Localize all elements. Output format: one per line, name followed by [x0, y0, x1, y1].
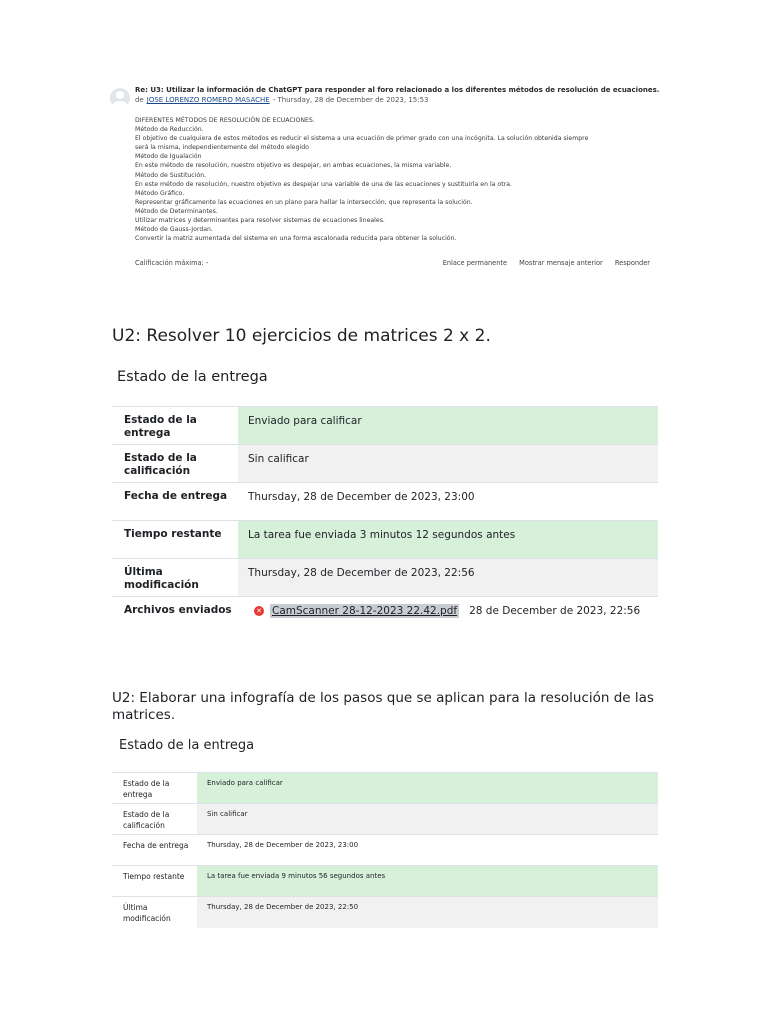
table-row	[112, 559, 658, 597]
reply-link[interactable]: Responder	[614, 259, 650, 267]
table-row	[112, 835, 658, 866]
post-actions	[433, 259, 650, 267]
due-date-value: Thursday, 28 de December de 2023, 23:00	[197, 835, 658, 866]
row-label: Fecha de entrega	[124, 490, 228, 502]
forum-post	[108, 80, 660, 280]
post-line: Método de Gauss-Jordan.	[135, 226, 213, 234]
file-date: 28 de December de 2023, 22:56	[469, 605, 641, 617]
post-byline	[135, 96, 429, 104]
user-avatar-icon[interactable]	[110, 88, 130, 108]
post-line: Método de Reducción.	[135, 126, 204, 134]
post-body	[135, 116, 655, 243]
post-line: Método de Determinantes.	[135, 207, 218, 215]
byline-prefix: de	[135, 96, 144, 104]
assignment-1	[112, 326, 658, 617]
post-line: Utilizar matrices y determinantes para resolver sistemas de ecuaciones lineales.	[135, 217, 385, 225]
permalink-link[interactable]: Enlace permanente	[442, 259, 508, 267]
row-label: Última modificación	[124, 566, 199, 591]
row-label: Estado de la entrega	[124, 414, 197, 439]
submission-status-table	[112, 772, 658, 928]
row-label: Fecha de entrega	[123, 841, 189, 850]
row-label: Estado de la entrega	[123, 779, 170, 799]
show-parent-link[interactable]: Mostrar mensaje anterior	[519, 259, 603, 267]
assignment-2	[112, 690, 658, 923]
row-label: Archivos enviados	[124, 604, 232, 616]
submitted-files-value	[238, 597, 658, 635]
submission-status-heading: Estado de la entrega	[117, 369, 268, 385]
submission-status-value: Enviado para calificar	[238, 407, 658, 445]
max-grade-label: Calificación máxima: -	[135, 259, 209, 267]
submission-status-heading: Estado de la entrega	[119, 738, 255, 753]
assignment-title: U2: Elaborar una infografía de los pasos que se aplican para la resolución de las matrices.	[112, 690, 654, 723]
table-row	[112, 521, 658, 559]
row-label: Tiempo restante	[124, 528, 222, 540]
post-line: En este método de resolución, nuestro objetivo es despejar, en ambas ecuaciones, la misma variable.	[135, 162, 452, 170]
time-remaining-value: La tarea fue enviada 3 minutos 12 segundos antes	[238, 521, 658, 559]
pdf-file-icon: ✕	[254, 606, 264, 616]
post-line: Representar gráficamente las ecuaciones en un plano para hallar la intersección, que representa la solución.	[135, 198, 473, 206]
grading-status-value: Sin calificar	[197, 804, 658, 835]
grading-status-value: Sin calificar	[238, 445, 658, 483]
post-title: Re: U3: Utilizar la información de ChatGPT para responder al foro relacionado a los diferentes métodos de resolución de ecuaciones.	[135, 86, 660, 94]
post-line: Método Gráfico.	[135, 189, 185, 197]
author-link[interactable]: JOSE LORENZO ROMERO MASACHE	[146, 96, 270, 104]
table-row	[112, 483, 658, 521]
table-row	[112, 897, 658, 928]
row-label: Tiempo restante	[123, 872, 185, 881]
assignment-title: U2: Resolver 10 ejercicios de matrices 2 x 2.	[112, 326, 491, 346]
table-row	[112, 773, 658, 804]
time-remaining-value: La tarea fue enviada 9 minutos 56 segundos antes	[197, 866, 658, 897]
table-row	[112, 597, 658, 635]
submission-status-value: Enviado para calificar	[197, 773, 658, 804]
post-line: DIFERENTES MÉTODOS DE RESOLUCIÓN DE ECUACIONES.	[135, 117, 315, 124]
row-label: Estado de la calificación	[124, 452, 197, 477]
post-date: - Thursday, 28 de December de 2023, 15:53	[272, 96, 429, 104]
last-modified-value: Thursday, 28 de December de 2023, 22:56	[238, 559, 658, 597]
post-line: Método de Igualación	[135, 153, 202, 161]
table-row	[112, 445, 658, 483]
table-row	[112, 407, 658, 445]
submission-status-table	[112, 406, 658, 635]
post-line: Método de Sustitución.	[135, 171, 207, 179]
last-modified-value: Thursday, 28 de December de 2023, 22:50	[197, 897, 658, 928]
post-line: será la misma, independientemente del método elegido	[135, 144, 309, 152]
row-label: Estado de la calificación	[123, 810, 170, 830]
row-label: Última modificación	[123, 903, 171, 923]
table-row	[112, 804, 658, 835]
due-date-value: Thursday, 28 de December de 2023, 23:00	[238, 483, 658, 521]
post-line: En este método de resolución, nuestro objetivo es despejar una variable de una de las ecuaciones y sustituirla en la otra.	[135, 180, 512, 188]
table-row	[112, 866, 658, 897]
post-line: El objetivo de cualquiera de estos métodos es reducir el sistema a una ecuación de primer grado con una incógnita. La solución obtenida siempre	[135, 135, 589, 143]
post-line: Convertir la matriz aumentada del sistema en una forma escalonada reducida para obtener la solución.	[135, 235, 457, 243]
file-link[interactable]: CamScanner 28-12-2023 22.42.pdf	[272, 605, 458, 617]
